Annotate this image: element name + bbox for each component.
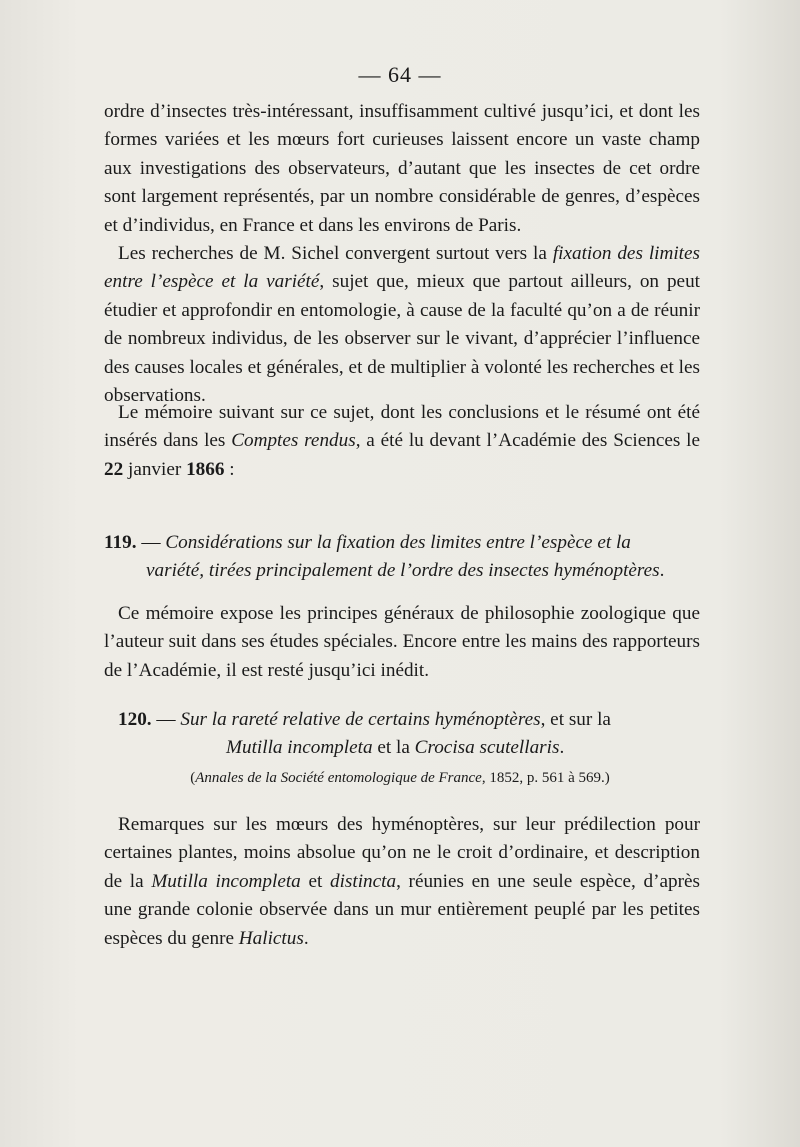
paragraph-5-text-a: Remarques sur les mœurs des hyménoptères, sur leur prédilection pour certaines plantes, moins absolue qu’on ne le croit d’ordinaire, et description de la [104,814,700,892]
entry-120-title-line2-a: Mutilla incompleta [226,737,373,759]
paragraph-3-year: 1866 [186,458,225,480]
paragraph-3-text-a: Le mémoire suivant sur ce sujet, dont les conclusions et le résumé ont été insérés dans les [104,402,700,452]
entry-120-title-line1: Sur la rareté relative de certains hyménoptères [180,709,541,730]
paragraph-2 [104,240,700,410]
paragraph-3-text-c: janvier [123,458,187,480]
paragraph-2-emphasis: fixation des limites entre l’espèce et la variété [104,243,700,293]
paragraph-5-text-b: et [300,870,330,892]
entry-119-dash: — [136,532,166,553]
paragraph-3-emphasis: Comptes rendus [231,430,356,452]
citation-open: ( [190,770,196,786]
entry-119-end: . [659,560,665,582]
paragraph-3-date: 22 [104,458,124,480]
paragraph-5-emphasis-1: Mutilla incompleta [151,870,301,892]
entry-120 [104,706,700,763]
page-number: — 64 — [358,62,442,87]
entry-120-title-line2-mid: et la [372,737,415,759]
entry-120-title-line2-b: Crocisa scutellaris [414,737,560,759]
paragraph-3-text-d: : [224,458,235,480]
paragraph-2-text-a: Les recherches de M. Sichel convergent surtout vers la [118,243,553,264]
entry-120-number: 120. [118,709,152,730]
entry-119-title-line1: Considérations sur la fixation des limites entre l’espèce et la [165,532,631,553]
entry-119-number: 119. [104,532,137,553]
paragraph-2-text-b: , sujet que, mieux que partout ailleurs, on peut étudier et approfondir en entomologie, à cause de la faculté qu’on a de réunir de nombreux individus, de les observer sur le vivant, d’apprécier l’influence des causes locales et générales, et de multiplier à volonté les recherches et les observations. [104,271,700,407]
entry-120-end: . [559,737,565,759]
paragraph-1 [104,98,700,240]
paragraph-5-text-d: . [303,927,309,949]
paragraph-5-emphasis-3: Halictus [238,927,304,949]
paragraph-3-text-b: , a été lu devant l’Académie des Sciences le [355,430,700,452]
paragraph-4-text: Ce mémoire expose les principes généraux de philosophie zoologique que l’auteur suit dans ses études spéciales. Encore entre les mains des rapporteurs de l’Académie, il est resté jusqu’ici inédit. [104,603,700,681]
citation [0,770,800,787]
paragraph-3 [104,399,700,484]
entry-119 [104,529,700,586]
citation-details: , 1852, p. 561 à 569.) [481,770,610,786]
entry-119-title-line2: variété, tirées principalement de l’ordre des insectes hyménoptères [146,560,660,582]
paragraph-4 [104,600,700,685]
paragraph-5-emphasis-2: distincta [329,870,397,892]
entry-120-mid: , et sur la [540,709,611,730]
paragraph-5 [104,811,700,953]
paragraph-5-text-c: , réunies en une seule espèce, d’après une grande colonie observée dans un mur entièrement peuplé par les petites espèces du genre [104,870,700,949]
citation-journal: Annales de la Société entomologique de France [195,770,482,786]
paragraph-1-text: ordre d’insectes très-intéressant, insuffisamment cultivé jusqu’ici, et dont les formes variées et les mœurs fort curieuses laissent encore un vaste champ aux investigations des observateurs, d’autant que les insectes de cet ordre sont largement représentés, par un nombre considérable de genres, d’espèces et d’individus, en France et dans les environs de Paris. [104,101,700,236]
entry-120-dash: — [151,709,181,730]
